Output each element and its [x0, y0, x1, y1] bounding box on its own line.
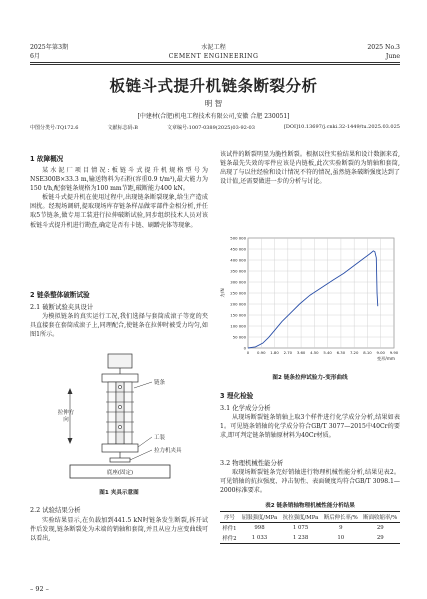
y-tick-label: 250 000 — [230, 290, 246, 296]
table-header-cell: 屈服强度/MPa — [241, 515, 278, 521]
x-tick-label: 8.10 — [363, 350, 372, 355]
x-tick-label: 6.30 — [336, 350, 346, 355]
table-cell: 1 238 — [292, 535, 309, 541]
figure-2-caption: 图2 链条拉伸试验力-变形曲线 — [272, 375, 348, 381]
x-tick-label: 9.90 — [389, 350, 399, 355]
fig1-label-direction: 拉伸方向 — [57, 410, 75, 423]
header-issue-en: 2025 No.3 — [367, 44, 400, 51]
section-1-body — [30, 166, 208, 230]
table-header-row — [220, 512, 400, 523]
figure-2-force-deformation-chart — [218, 232, 402, 368]
y-tick-label: 400 000 — [230, 257, 246, 263]
x-tick-label: 0.90 — [257, 350, 266, 355]
table-2 — [220, 511, 400, 544]
paragraph: 该试件的断裂明显为脆性断裂。根据以往实验结果和设计数据来看,链条最先失效的零件应该是内链板,此次实验断裂的为销轴和套筒,出现了与以往经验和设计情况不符的情况,虽然链条破断强度达到了设计值,还需要做进一步的分析与讨论。 — [220, 151, 400, 186]
section-2-1-body — [30, 312, 208, 339]
x-tick-label: 1.80 — [270, 350, 279, 355]
header-journal-en: CEMENT ENGINEERING — [168, 53, 259, 60]
table-cell: 样件1 — [222, 526, 237, 532]
paragraph: 某水泥厂项目情况:板链斗式提升机规格型号为NSE300B×33.3 m,输送物料为石粉(容重0.9 t/m³),最大能力为150 t/h,配套链条规格为100 mm节距,破断能力400 kN。 — [30, 167, 208, 193]
figure-1-caption: 图1 夹具示意图 — [99, 490, 139, 496]
table-cell: 29 — [376, 525, 384, 531]
x-tick-label: 0 — [246, 350, 250, 355]
section-3-1-title: 3.1 化学成分分析 — [220, 404, 271, 412]
meta-article-no: 文章编号:1007-0389(2025)03-92-03 — [166, 125, 255, 131]
section-1-title: 1 故障概况 — [30, 155, 64, 163]
table-cell: 998 — [254, 525, 265, 531]
fig1-label-chain: 链条 — [154, 380, 166, 386]
y-tick-label: 50 000 — [232, 334, 246, 340]
paragraph: 为模拟链条的真实运行工况,我们选择与套筒成滚子等宽的夹具直接套在套筒成滚子上,同理配合,使链条在拉伸时被受力均匀,如图1所示。 — [30, 313, 208, 339]
table-cell: 9 — [339, 525, 343, 531]
section-2-2-title: 2.2 试验结果分析 — [30, 506, 81, 514]
right-col-intro — [220, 150, 400, 186]
x-tick-label: 4.50 — [310, 350, 319, 355]
y-tick-label: 450 000 — [230, 246, 246, 252]
table-cell: 1 033 — [251, 535, 268, 541]
section-3-1-body — [220, 413, 400, 440]
y-tick-label: 500 000 — [230, 235, 246, 241]
article-affiliation: [中建材(合肥)机电工程技术有限公司,安徽 合肥 230051] — [137, 113, 290, 120]
header-issue: 2025年第3期 — [30, 44, 69, 51]
y-tick-label: 0 — [243, 345, 246, 351]
header-rule — [30, 62, 400, 63]
x-axis-unit-label: 变形/mm — [377, 356, 395, 361]
table-header-cell: 序号 — [224, 515, 235, 521]
paragraph: 板链斗式提升机在使用过程中,出现链条断裂现象,给生产造成困扰。经现场调研,提取现场库存链条样品做零部件金相分析,并任取5节链条,做专用工装进行拉伸破断试验,同步组织技术人员对该板链斗式提升机进行勘查,确定是否有卡链、刷蹭壳体等现象。 — [30, 194, 208, 229]
table-header-cell: 断面收缩率/% — [363, 515, 398, 521]
fig1-label-tensile: 拉力机夹具 — [154, 448, 182, 454]
table-2-caption: 表2 链条销轴物理机械性能分析结果 — [265, 503, 355, 509]
x-tick-label: 5.40 — [323, 350, 332, 355]
x-tick-label: 9.00 — [376, 350, 385, 355]
page-number: – 92 – — [30, 585, 49, 593]
paragraph: 从现场断裂链条销轴上取3个样件进行化学成分分析,结果如表1。可见链条销轴的化学成分符合GB/T 3077—2015中40Cr的要求,即可判定链条销轴原材料为40Cr材质。 — [220, 414, 400, 440]
header-month-en: June — [385, 53, 400, 60]
article-title: 板链斗式提升机链条断裂分析 — [109, 77, 318, 95]
table-row — [220, 533, 400, 544]
section-3-title: 3 理化检验 — [220, 392, 254, 400]
fig1-label-fixture: 工装 — [154, 435, 166, 441]
y-tick-label: 300 000 — [230, 279, 246, 285]
y-tick-label: 350 000 — [230, 268, 246, 274]
section-3-2-title: 3.2 物理机械性能分析 — [220, 459, 284, 467]
table-header-cell: 抗拉强度/MPa — [282, 515, 319, 521]
section-2-2-body — [30, 516, 208, 543]
section-2-title: 2 链条整体破断试验 — [30, 291, 90, 299]
meta-clc: 中图分类号:TQ172.6 — [30, 125, 79, 131]
article-author: 明 智 — [204, 99, 223, 108]
table-cell: 1 075 — [292, 525, 309, 531]
y-axis-label: 力/N — [221, 288, 226, 298]
x-tick-label: 2.70 — [283, 350, 293, 355]
table-header-cell: 断后伸长率/% — [323, 515, 358, 521]
table-cell: 样件2 — [222, 536, 237, 542]
y-tick-label: 200 000 — [230, 301, 246, 307]
x-tick-label: 3.60 — [296, 350, 306, 355]
section-3-2-body — [220, 468, 400, 495]
article-meta — [30, 124, 400, 131]
meta-doi: [DOI]10.13697/j.cnki.32-1449/tu.2025.03.025 — [283, 124, 400, 130]
section-2-1-title: 2.1 破断试验夹具设计 — [30, 303, 94, 311]
y-tick-label: 150 000 — [230, 312, 246, 318]
table-cell: 29 — [376, 535, 384, 541]
header-month: 6月 — [30, 53, 41, 60]
table-row — [220, 523, 400, 534]
x-tick-label: 7.20 — [349, 350, 359, 355]
y-tick-label: 100 000 — [230, 323, 246, 329]
header-journal-cn: 水泥工程 — [201, 44, 226, 51]
paragraph: 取现场断裂链条完好销轴进行物理机械性能分析,结果见表2。可见销轴的抗拉强度、冲击韧性、表面硬度均符合GB/T 3098.1—2000标准要求。 — [220, 469, 400, 495]
meta-doc-code: 文献标志码:B — [107, 125, 138, 131]
table-cell: 10 — [337, 535, 345, 541]
fig1-label-base: 底座(固定) — [106, 470, 134, 476]
paragraph: 实验结果显示,在负载加到441.5 kN时链条发生断裂,拆开试件后发现,链条断裂处为未端的销轴和套筒,并且从应力应变曲线可以看出, — [30, 517, 208, 543]
